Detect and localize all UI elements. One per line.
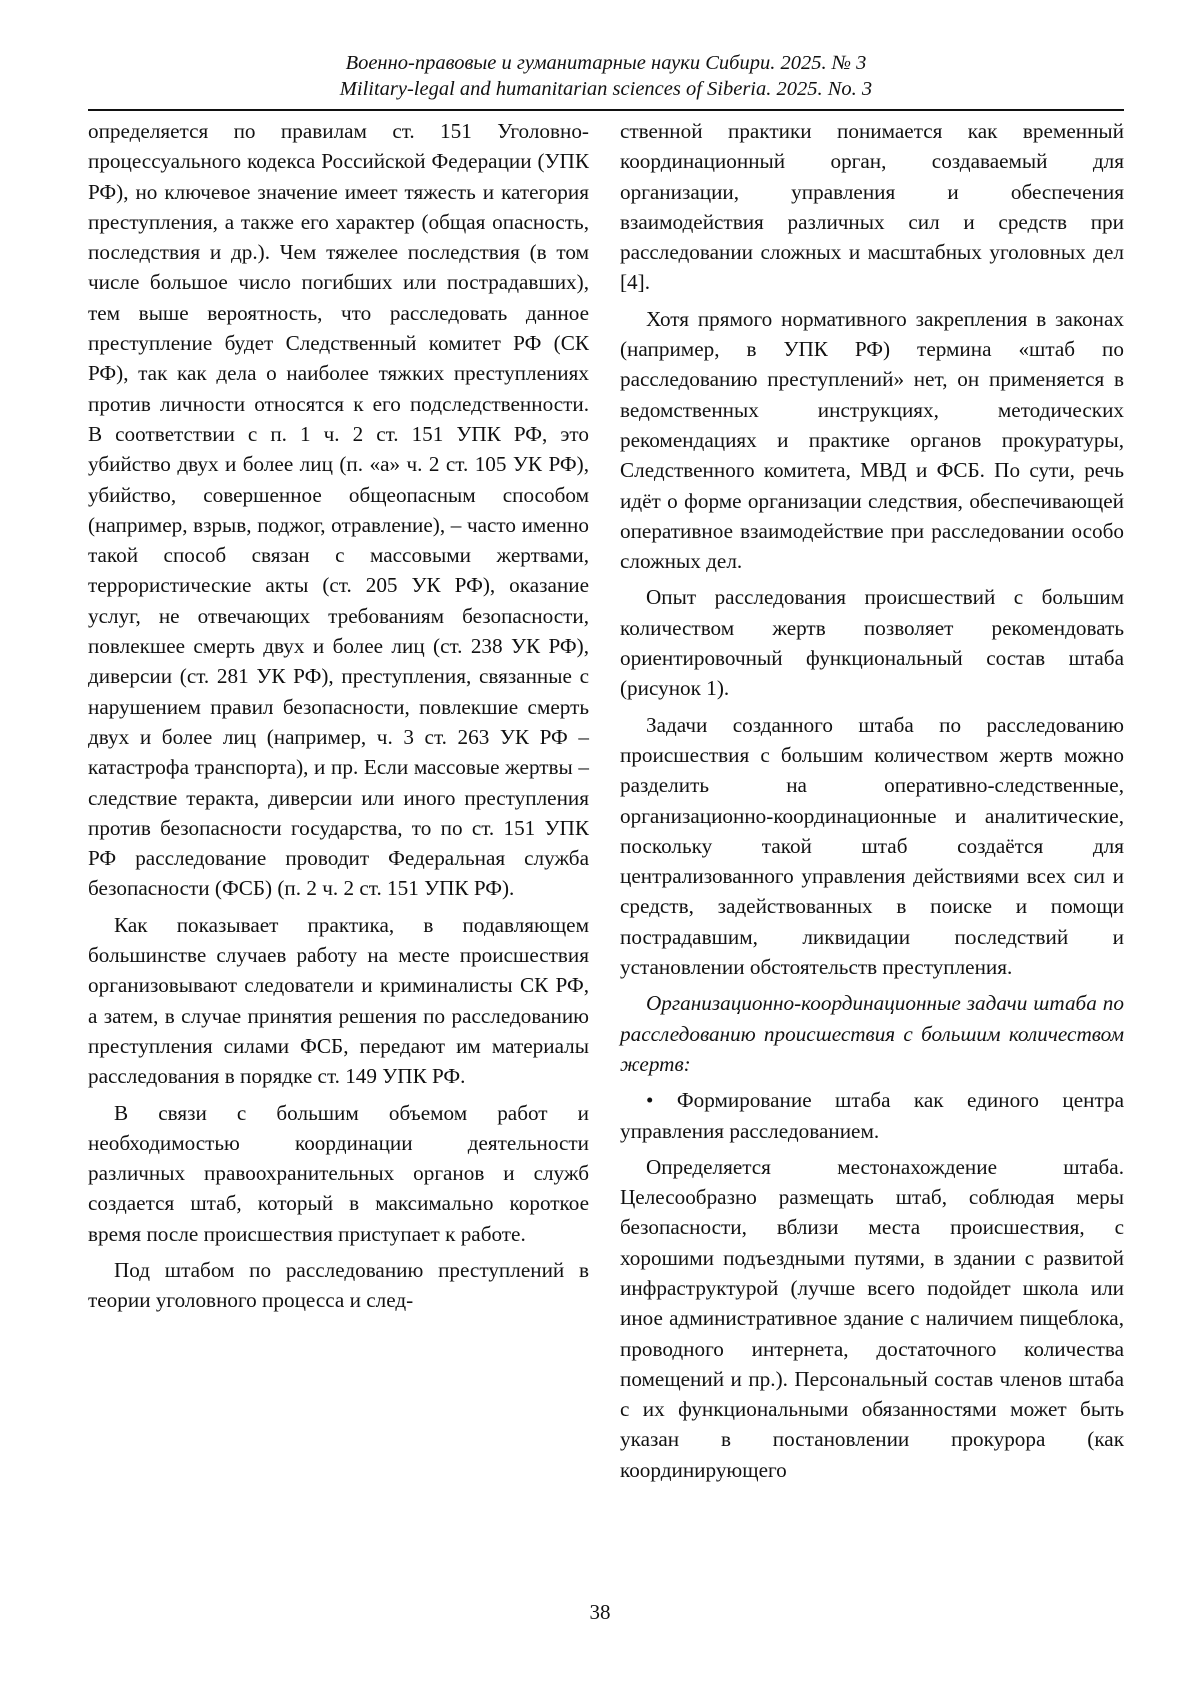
left-column [88, 116, 589, 1322]
paragraph: Задачи созданного штаба по расследованию происшествия с большим количеством жертв можно разделить на оперативно-следственные, организационно-координационные и аналитические, поскольку такой штаб создаётся для централизованного управления действиями всех сил и средств, задействованных в поиске и помощи пострадавшим, ликвидации последствий и установлении обстоятельств преступления. [620, 712, 1124, 980]
paragraph: В связи с большим объемом работ и необходимостью координации деятельности различных правоохранительных органов и служб создается штаб, который в максимально короткое время после происшествия приступает к работе. [88, 1100, 589, 1246]
page-number: 38 [589, 1600, 611, 1624]
header-divider [88, 109, 1124, 111]
paragraph: Опыт расследования происшествий с большим количеством жертв позволяет рекомендовать ориентировочный функциональный состав штаба (рисунок 1). [620, 585, 1124, 701]
paragraph: Под штабом по расследованию преступлений в теории уголовного процесса и след- [88, 1257, 589, 1313]
journal-header [88, 50, 1124, 102]
paragraph: определяется по правилам ст. 151 Уголовно-процессуального кодекса Российской Федерации (УПК РФ), но ключевое значение имеет тяжесть и категория преступления, а также его характер (общая опасность, последствия и др.). Чем тяжелее последствия (в том числе большое число погибших или пострадавших), тем выше вероятность, что расследовать данное преступление будет Следственный комитет РФ (СК РФ), так как дела о наиболее тяжких преступлениях против личности относятся к его подследственности. В соответствии с п. 1 ч. 2 ст. 151 УПК РФ, это убийство двух и более лиц (п. «а» ч. 2 ст. 105 УК РФ), убийство, совершенное общеопасным способом (например, взрыв, поджог, отравление), – часто именно такой способ связан с массовыми жертвами, террористические акты (ст. 205 УК РФ), оказание услуг, не отвечающих требованиям безопасности, повлекшее смерть двух и более лиц (ст. 238 УК РФ), диверсии (ст. 281 УК РФ), преступления, связанные с нарушением правил безопасности, повлекшие смерть двух и более лиц (например, ч. 3 ст. 263 УК РФ – катастрофа транспорта), и пр. Если массовые жертвы – следствие теракта, диверсии или иного преступления против безопасности государства, то по ст. 151 УПК РФ расследование проводит Федеральная служба безопасности (ФСБ) (п. 2 ч. 2 ст. 151 УПК РФ). [88, 119, 589, 901]
paragraph: Хотя прямого нормативного закрепления в законах (например, в УПК РФ) термина «штаб по расследованию преступлений» нет, он применяется в ведомственных инструкциях, методических рекомендациях и практике органов прокуратуры, Следственного комитета, МВД и ФСБ. По сути, речь идёт о форме организации следствия, обеспечивающей оперативное взаимодействие при расследовании особо сложных дел. [620, 306, 1124, 574]
paragraph: Как показывает практика, в подавляющем большинстве случаев работу на месте происшествия организовывают следователи и криминалисты СК РФ, а затем, в случае принятия решения по расследованию преступления силами ФСБ, передают им материалы расследования в порядке ст. 149 УПК РФ. [88, 912, 589, 1089]
right-column [620, 116, 1124, 1491]
italic-subheading: Организационно-координационные задачи штаба по расследованию происшествия с большим количеством жертв: [620, 991, 1124, 1076]
paragraph: ственной практики понимается как временный координационный орган, создаваемый для организации, управления и обеспечения взаимодействия различных сил и средств при расследовании сложных и масштабных уголовных дел [4]. [620, 119, 1124, 295]
journal-title-ru: Военно-правовые и гуманитарные науки Сибири. 2025. № 3 [345, 52, 867, 74]
bullet-item: • Формирование штаба как единого центра управления расследованием. [620, 1088, 1124, 1143]
journal-title-en: Military-legal and humanitarian sciences of Siberia. 2025. No. 3 [339, 78, 873, 100]
paragraph: Определяется местонахождение штаба. Целесообразно размещать штаб, соблюдая меры безопасности, вблизи места происшествия, с хорошими подъездными путями, в здании с развитой инфраструктурой (лучше всего подойдет школа или иное административное здание с наличием пищеблока, проводного интернета, достаточного количества помещений и пр.). Персональный состав членов штаба с их функциональными обязанностями может быть указан в постановлении прокурора (как координирующего [620, 1154, 1124, 1482]
